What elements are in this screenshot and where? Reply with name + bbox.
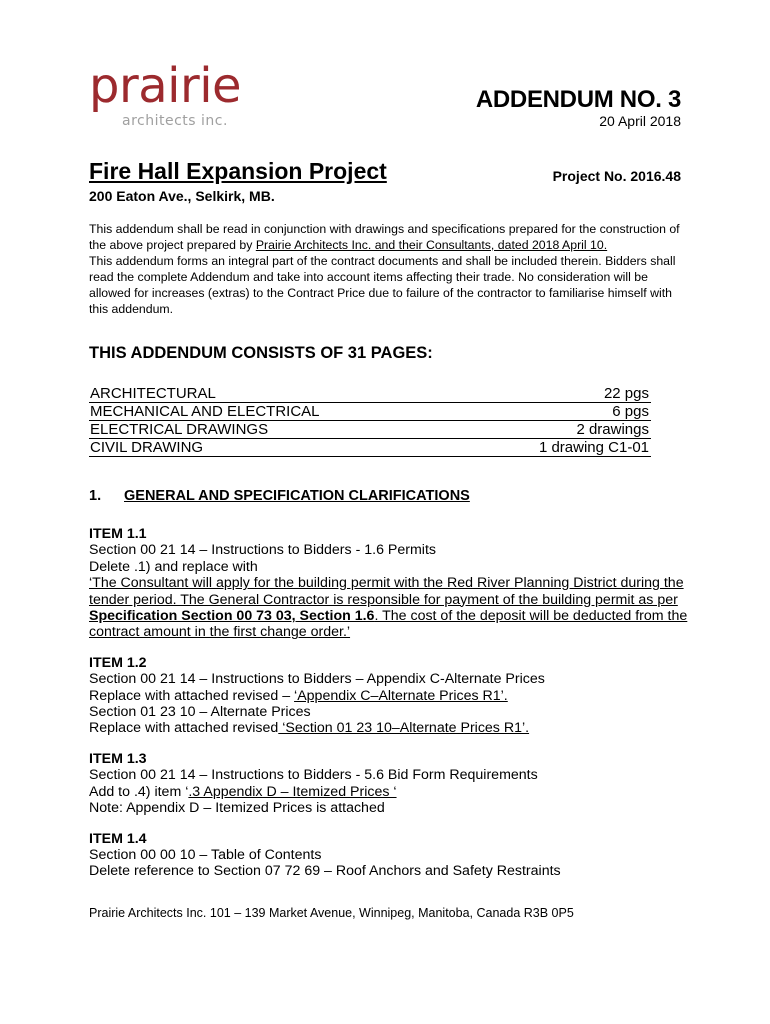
- pages-row-value: 2 drawings: [576, 421, 649, 438]
- item-line: Note: Appendix D – Itemized Prices is attached: [89, 800, 385, 817]
- consists-heading: THIS ADDENDUM CONSISTS OF 31 PAGES:: [89, 344, 433, 362]
- item-line-underlined: ‘Appendix C–Alternate Prices R1’.: [294, 687, 508, 704]
- section-title: GENERAL AND SPECIFICATION CLARIFICATIONS: [124, 488, 470, 504]
- item-line: Section 00 21 14 – Instructions to Bidders - 1.6 Permits: [89, 542, 436, 559]
- item-quote: [89, 575, 689, 641]
- section-heading: [89, 488, 470, 504]
- item-line-part: Add to .4) item ‘: [89, 783, 189, 800]
- item-line: Section 01 23 10 – Alternate Prices: [89, 704, 311, 721]
- item-quote-bold: Specification Section 00 73 03, Section 1.6: [89, 608, 375, 625]
- pages-row-label: MECHANICAL AND ELECTRICAL: [90, 403, 320, 420]
- item-1-4: [89, 831, 689, 880]
- item-line: Section 00 21 14 – Instructions to Bidders – Appendix C-Alternate Prices: [89, 671, 545, 688]
- item-line: Delete .1) and replace with: [89, 558, 258, 575]
- pages-list: [89, 385, 651, 457]
- item-line-underlined: ‘Section 01 23 10–Alternate Prices R1’.: [278, 720, 530, 737]
- intro-p1-underlined: Prairie Architects Inc. and their Consultants, dated 2018 April 10.: [255, 238, 608, 252]
- pages-row-label: ARCHITECTURAL: [90, 385, 216, 402]
- pages-row-value: 6 pgs: [612, 403, 649, 420]
- pages-row-value: 22 pgs: [603, 385, 649, 402]
- intro-text: [89, 221, 689, 317]
- logo-subtitle: architects inc.: [122, 113, 228, 129]
- pages-row-value: 1 drawing C1-01: [538, 439, 649, 456]
- addendum-date: 20 April 2018: [599, 113, 681, 129]
- pages-row: [89, 385, 651, 403]
- pages-row-label: CIVIL DRAWING: [90, 439, 204, 456]
- item-heading: ITEM 1.2: [89, 654, 147, 671]
- addendum-title: ADDENDUM NO. 3: [475, 86, 681, 113]
- item-1-3: [89, 751, 689, 817]
- item-line: Section 00 21 14 – Instructions to Bidders - 5.6 Bid Form Requirements: [89, 767, 538, 784]
- pages-row: [89, 403, 651, 421]
- pages-row: [89, 421, 651, 439]
- pages-row: [89, 439, 651, 457]
- item-line: [89, 720, 689, 736]
- item-heading: ITEM 1.1: [89, 526, 147, 542]
- section-number: 1.: [89, 488, 102, 504]
- item-quote-part: . The cost of the deposit will be deducted from the contract amount in the first change order.’: [89, 608, 688, 641]
- intro-paragraph-1: [89, 221, 689, 253]
- pages-row-label: ELECTRICAL DRAWINGS: [90, 421, 269, 438]
- project-number: Project No. 2016.48: [552, 168, 681, 184]
- item-line-part: Replace with attached revised –: [89, 687, 295, 704]
- intro-paragraph-2: This addendum forms an integral part of the contract documents and shall be included therein. Bidders shall read the complete Addendum and take into account items affecting their trade. No consideration will be allowed for increases (extras) to the Contract Price due to failure of the contractor to familiarise himself with this addendum.: [89, 254, 676, 316]
- item-heading: ITEM 1.3: [89, 750, 147, 767]
- item-line-part: Replace with attached revised: [89, 720, 279, 737]
- item-line: Section 00 00 10 – Table of Contents: [89, 846, 322, 863]
- item-quote-part: ‘The Consultant will apply for the building permit with the Red River Planning District during the tender period. The General Contractor is responsible for payment of the building permit as per: [89, 575, 684, 608]
- item-1-1: [89, 526, 689, 641]
- project-address: 200 Eaton Ave., Selkirk, MB.: [89, 188, 275, 204]
- item-line: [89, 784, 689, 800]
- project-title: Fire Hall Expansion Project: [89, 158, 387, 184]
- item-line-underlined: .3 Appendix D – Itemized Prices ‘: [188, 783, 397, 800]
- logo-wordmark: prairie: [89, 58, 242, 114]
- intro-p1-text: This addendum shall be read in conjunction with drawings and specifications prepared for the construction of the above project prepared by: [89, 222, 680, 252]
- item-line: Delete reference to Section 07 72 69 – Roof Anchors and Safety Restraints: [89, 863, 561, 880]
- item-line: [89, 688, 689, 704]
- item-heading: ITEM 1.4: [89, 830, 147, 847]
- footer-address: Prairie Architects Inc. 101 – 139 Market Avenue, Winnipeg, Manitoba, Canada R3B 0P5: [89, 906, 574, 920]
- item-1-2: [89, 655, 689, 737]
- items-list: [89, 526, 689, 894]
